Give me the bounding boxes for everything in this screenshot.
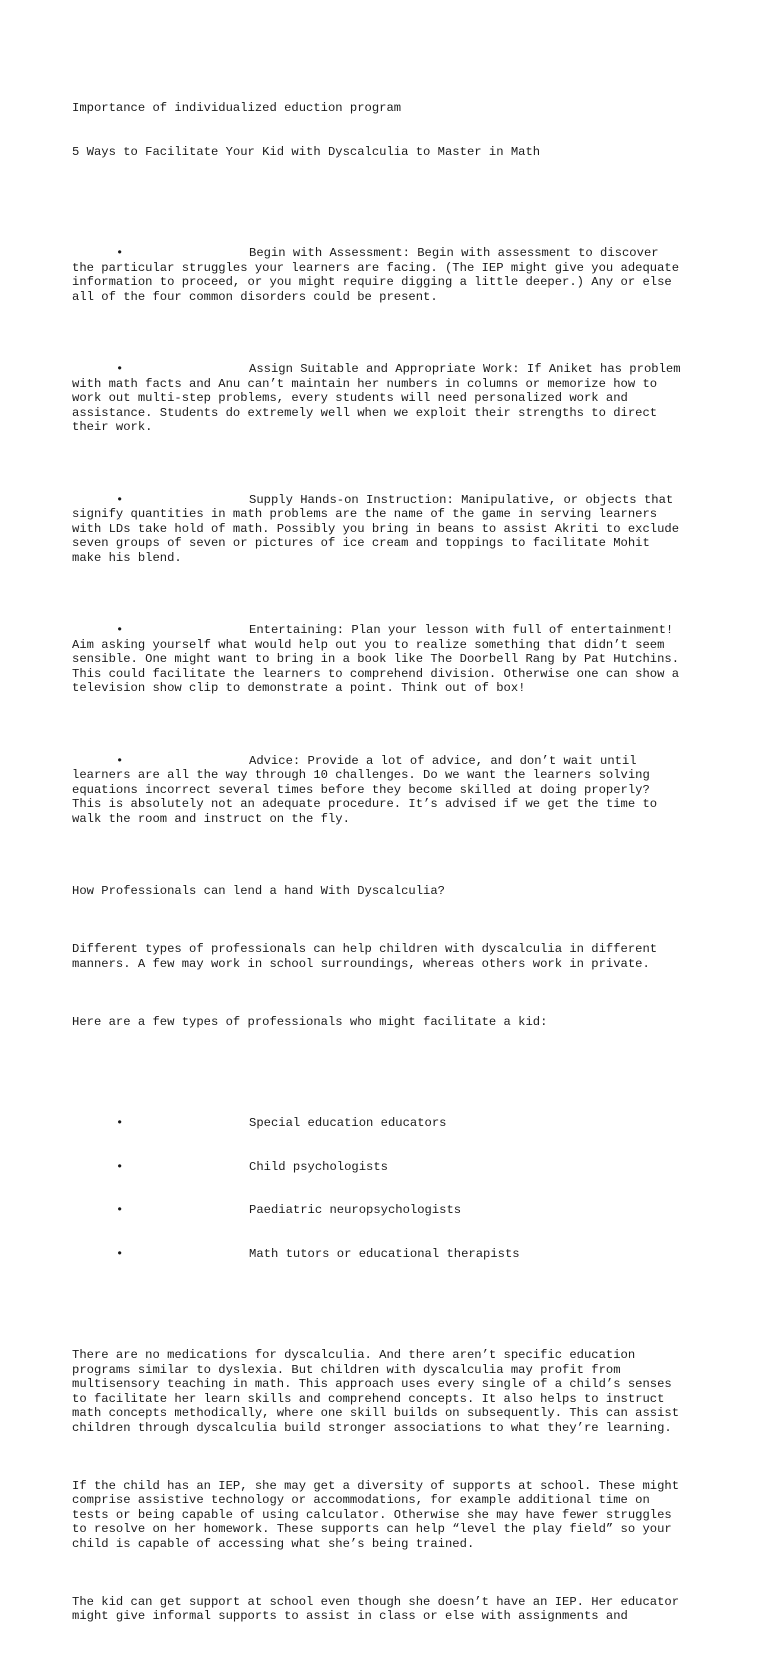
way-body: learners are all the way through 10 challenges. Do we want the learners solving equations incorrect several times before they become skilled at doing properly? This is absolutely not an adequate procedure. It’s advised if we get the time to walk the room and instruct on the fly.: [72, 768, 658, 826]
paragraph-medications: There are no medications for dyscalculia. And there aren’t specific education programs similar to dyslexia. But children with dyscalculia may profit from multisensory teaching in math. This approach uses every single of a child’s senses to facilitate her learn skills and comprehend concepts. It also helps to instruct math concepts methodically, where one skill builds on subsequently. This can assist children through dyscalculia build stronger associations to what they’re learning.: [72, 1348, 680, 1435]
bullet-icon: •: [116, 753, 124, 768]
list-item-label: Paediatric neuropsychologists: [249, 1203, 462, 1217]
spacer: [72, 188, 712, 203]
way-item-1: [72, 246, 712, 304]
way-lead: Supply Hands-on Instruction: Manipulative, or objects that: [249, 492, 674, 507]
way-item-3: [72, 493, 712, 566]
way-item-4: [72, 623, 712, 696]
professionals-list: [72, 1087, 712, 1290]
list-item: [72, 1203, 712, 1218]
paragraph-iep: If the child has an IEP, she may get a diversity of supports at school. These might comprise assistive technology or accommodations, for example additional time on tests or being capable of using calculator. Otherwise she may have fewer struggles to resolve on her homework. These supports can help “level the play field” so your child is capable of accessing what she’s being trained.: [72, 1478, 680, 1551]
bullet-icon: •: [116, 1246, 124, 1261]
way-body: with math facts and Anu can’t maintain her numbers in columns or memorize how to work out multi-step problems, every students will need personalized work and assistance. Students do extremely well when we exploit their strengths to direct their work.: [72, 376, 658, 434]
list-item: [72, 1160, 712, 1175]
bullet-icon: •: [116, 246, 124, 260]
way-lead: Entertaining: Plan your lesson with full of entertainment!: [249, 623, 674, 637]
document-subtitle: Importance of individualized eduction program: [72, 101, 402, 115]
way-item-2: [72, 362, 712, 435]
section-heading: How Professionals can lend a hand With Dyscalculia?: [72, 884, 445, 898]
bullet-icon: •: [116, 623, 124, 637]
document-page: [72, 72, 712, 1653]
way-lead: Advice: Provide a lot of advice, and don’t wait until: [249, 753, 637, 768]
paragraph-list-intro: Here are a few types of professionals who might facilitate a kid:: [72, 1014, 548, 1029]
list-item-label: Special education educators: [249, 1116, 447, 1130]
list-item-label: Math tutors or educational therapists: [249, 1246, 520, 1261]
list-item: [72, 1247, 712, 1262]
bullet-icon: •: [116, 1159, 124, 1174]
list-item-label: Child psychologists: [249, 1159, 388, 1174]
way-body: signify quantities in math problems are the name of the game in serving learners with LDs take hold of math. Possibly you bring in beans to assist Akriti to exclude seven groups of seven or pictures of ice cream and toppings to facilitate Mohit make his blend.: [72, 507, 680, 565]
paragraph-professional-types: Different types of professionals can help children with dyscalculia in different manners. A few may work in school surroundings, whereas others work in private.: [72, 942, 658, 971]
bullet-icon: •: [116, 362, 124, 376]
way-lead: Begin with Assessment: Begin with assessment to discover: [249, 246, 659, 260]
way-body: Aim asking yourself what would help out you to realize something that didn’t seem sensible. One might want to bring in a book like The Doorbell Rang by Pat Hutchins. This could facilitate the learners to comprehend division. Otherwise one can show a television show clip to demonstrate a point. Think out of box!: [72, 637, 680, 695]
paragraph-school-support: The kid can get support at school even though she doesn’t have an IEP. Her educator might give informal supports to assist in class or else with assignments and: [72, 1594, 680, 1623]
bullet-icon: •: [116, 1203, 124, 1217]
bullet-icon: •: [116, 492, 124, 507]
list-item: [72, 1116, 712, 1131]
document-title: 5 Ways to Facilitate Your Kid with Dyscalculia to Master in Math: [72, 144, 541, 159]
way-body: the particular struggles your learners are facing. (The IEP might give you adequate information to proceed, or you might require digging a little deeper.) Any or else all of the four common disorders could be present.: [72, 260, 680, 304]
bullet-icon: •: [116, 1116, 124, 1130]
way-item-5: [72, 754, 712, 827]
way-lead: Assign Suitable and Appropriate Work: If Aniket has problem: [249, 362, 681, 376]
